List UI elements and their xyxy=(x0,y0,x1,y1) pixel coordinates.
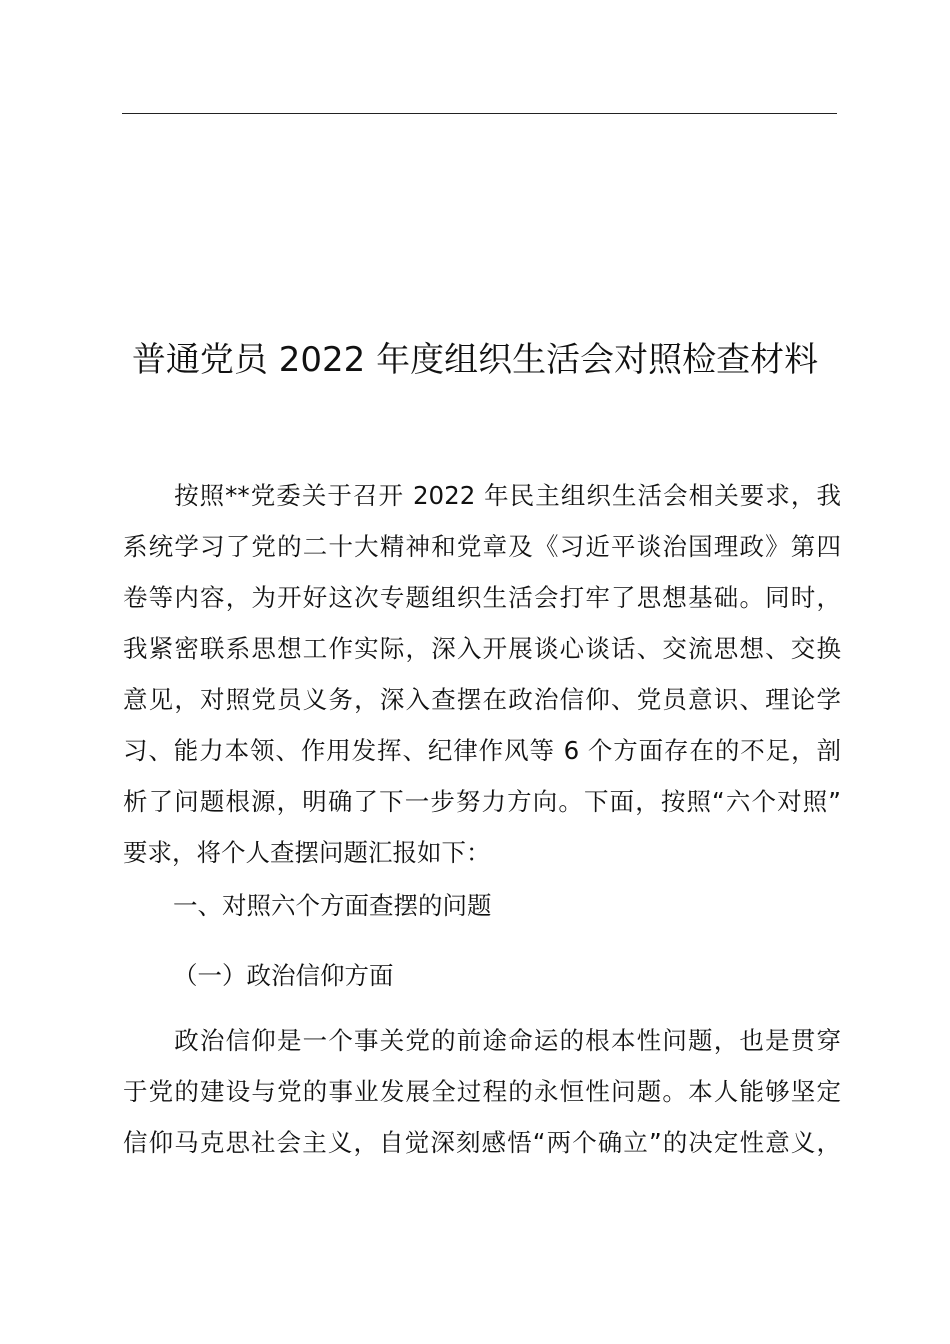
header-rule xyxy=(122,113,837,114)
intro-line-5: 意见，对照党员义务，深入查摆在政治信仰、党员意识、理论学 xyxy=(123,685,841,714)
intro-line-2: 系统学习了党的二十大精神和党章及《习近平谈治国理政》第四 xyxy=(123,532,841,561)
intro-line-4: 我紧密联系思想工作实际，深入开展谈心谈话、交流思想、交换 xyxy=(123,634,841,663)
document-title: 普通党员 2022 年度组织生活会对照检查材料 xyxy=(131,340,819,380)
intro-line-3: 卷等内容，为开好这次专题组织生活会打牢了思想基础。同时， xyxy=(123,583,841,612)
intro-line-7: 析了问题根源，明确了下一步努力方向。下面，按照“六个对照” xyxy=(123,787,841,816)
politics-paragraph xyxy=(123,1015,841,1168)
section-heading: 一、对照六个方面查摆的问题 xyxy=(173,891,492,920)
intro-line-1: 按照**党委关于召开 2022 年民主组织生活会相关要求，我 xyxy=(173,481,841,510)
intro-line-6: 习、能力本领、作用发挥、纪律作风等 6 个方面存在的不足，剖 xyxy=(123,736,841,765)
politics-line-2: 于党的建设与党的事业发展全过程的永恒性问题。本人能够坚定 xyxy=(123,1077,841,1106)
subsection-heading: （一）政治信仰方面 xyxy=(173,961,394,990)
politics-line-1: 政治信仰是一个事关党的前途命运的根本性问题，也是贯穿 xyxy=(173,1026,841,1055)
politics-line-3: 信仰马克思社会主义，自觉深刻感悟“两个确立”的决定性意义， xyxy=(123,1128,841,1157)
intro-line-8: 要求，将个人查摆问题汇报如下： xyxy=(123,838,491,867)
intro-paragraph xyxy=(123,470,841,878)
